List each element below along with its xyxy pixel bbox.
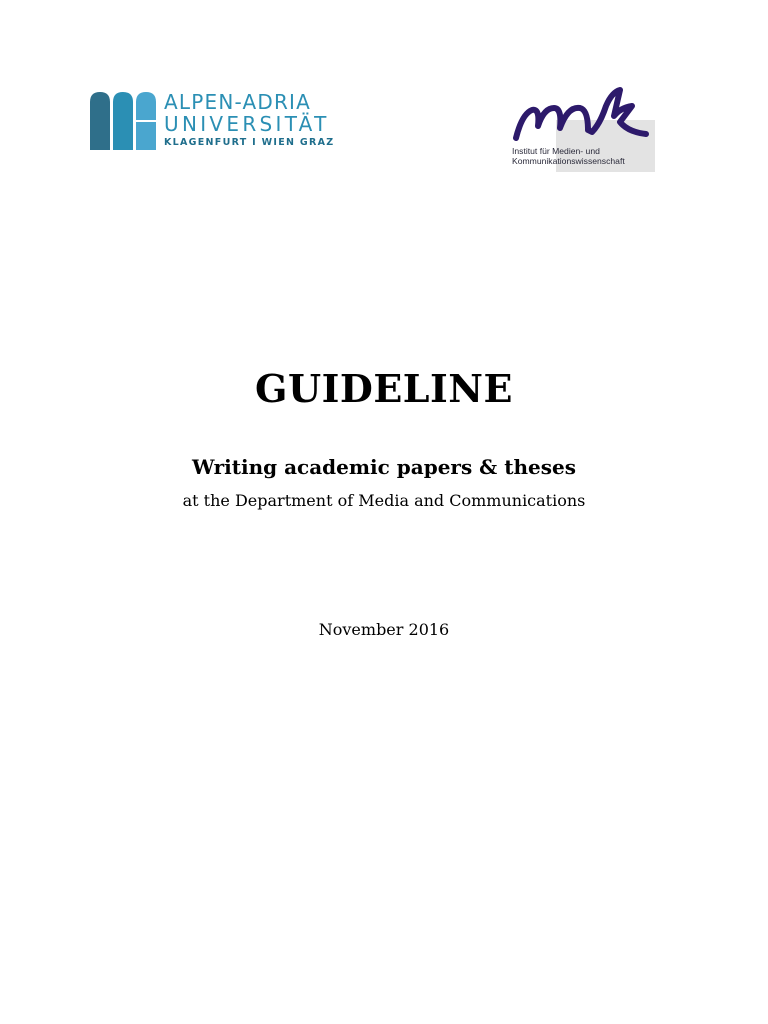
mk-caption-line2: Kommunikationswissenschaft <box>512 156 625 166</box>
document-title: GUIDELINE <box>255 366 513 411</box>
aau-locations: KLAGENFURT I WIEN GRAZ <box>164 137 335 148</box>
aau-logo <box>90 90 335 162</box>
mk-logo <box>508 86 658 174</box>
document-subtitle: Writing academic papers & theses <box>192 455 576 479</box>
document-date: November 2016 <box>318 620 450 639</box>
mk-caption-line1: Institut für Medien- und <box>512 146 600 156</box>
mk-caption <box>512 146 625 166</box>
aau-name-line2: UNIVERSITÄT <box>164 112 330 136</box>
mk-script-mark-icon <box>508 86 658 146</box>
aau-wordmark <box>164 90 334 148</box>
aau-emblem-icon <box>90 92 158 150</box>
aau-name-line1: ALPEN-ADRIA <box>164 90 312 114</box>
document-department: at the Department of Media and Communications <box>182 491 586 510</box>
